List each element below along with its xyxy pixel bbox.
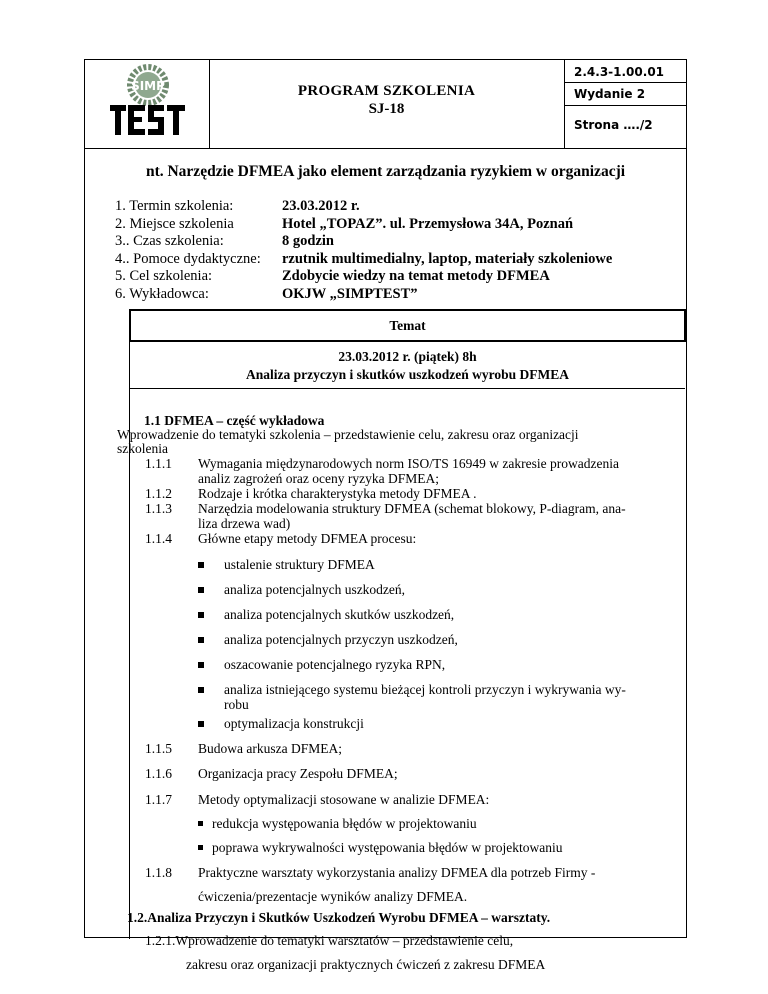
- info-value: 8 godzin: [282, 233, 334, 249]
- item-text: Metody optymalizacji stosowane w analizie DFMEA:: [198, 792, 490, 807]
- info-value: 23.03.2012 r.: [282, 198, 360, 214]
- step-item: oszacowanie potencjalnego ryzyka RPN,: [224, 657, 446, 672]
- info-row: [115, 286, 612, 304]
- item-number: 1.1.2: [145, 486, 172, 501]
- item-text: Budowa arkusza DFMEA;: [198, 741, 342, 756]
- training-info-list: [115, 198, 612, 303]
- info-label: 5. Cel szkolenia:: [115, 268, 213, 284]
- item-text: Narzędzia modelowania struktury DFMEA (schemat blokowy, P-diagram, ana-: [198, 501, 626, 516]
- item-text: 1.2.1.Wprowadzenie do tematyki warsztatów – przedstawienie celu,: [145, 933, 514, 948]
- bullet-icon: [198, 637, 204, 643]
- document-number: 2.4.3-1.00.01: [564, 60, 686, 83]
- item-number: 1.1.8: [145, 865, 172, 880]
- info-value: rzutnik multimedialny, laptop, materiały szkoleniowe: [282, 250, 613, 267]
- info-row: [115, 216, 612, 234]
- logo-cell: [85, 60, 210, 148]
- edition-label: Wydanie 2: [564, 83, 686, 106]
- info-value: Hotel „TOPAZ”. ul. Przemysłowa 34A, Poznań: [282, 215, 574, 232]
- info-label: 4.. Pomoce dydaktyczne:: [115, 250, 261, 267]
- svg-text:SIMP: SIMP: [131, 79, 165, 93]
- section-heading: 1.2.Analiza Przyczyn i Skutków Uszkodzeń Wyrobu DFMEA – warsztaty.: [127, 910, 551, 925]
- item-number: 1.1.6: [145, 766, 172, 781]
- step-item: optymalizacja konstrukcji: [224, 716, 364, 731]
- step-item: ustalenie struktury DFMEA: [224, 557, 375, 572]
- item-text-cont: liza drzewa wad): [198, 516, 291, 531]
- item-text: Organizacja pracy Zespołu DFMEA;: [198, 766, 398, 781]
- topic-table: [117, 309, 686, 972]
- document-page: [84, 59, 687, 972]
- meta-cell: [564, 60, 686, 148]
- document-header: [85, 60, 686, 149]
- info-value: Zdobycie wiedzy na temat metody DFMEA: [282, 268, 550, 284]
- training-subject: nt. Narzędzie DFMEA jako element zarządzania ryzykiem w organizacji: [145, 163, 626, 180]
- bullet-icon: [198, 821, 203, 826]
- info-row: [115, 233, 612, 251]
- item-number: 1.1.5: [145, 741, 172, 756]
- item-text: Praktyczne warsztaty wykorzystania analizy DFMEA dla potrzeb Firmy -: [198, 865, 596, 880]
- info-label: 3.. Czas szkolenia:: [115, 233, 224, 249]
- title-cell: [209, 60, 565, 148]
- item-text: Wymagania międzynarodowych norm ISO/TS 16949 w zakresie prowadzenia: [198, 456, 619, 471]
- info-row: [115, 251, 612, 269]
- optimization-item: poprawa wykrywalności występowania błędów w projektowaniu: [212, 840, 563, 855]
- step-item: analiza istniejącego systemu bieżącej kontroli przyczyn i wykrywania wy-: [224, 682, 626, 697]
- item-text-cont: analiz zagrożeń oraz oceny ryzyka DFMEA;: [198, 471, 440, 486]
- bullet-icon: [198, 662, 204, 668]
- info-value: OKJW „SIMPTEST”: [282, 285, 418, 302]
- section-intro: Wprowadzenie do tematyki szkolenia – przedstawienie celu, zakresu oraz organizacji: [117, 427, 579, 442]
- info-row: [115, 268, 612, 286]
- info-label: 6. Wykładowca:: [115, 285, 209, 302]
- bullet-icon: [198, 612, 204, 618]
- section-intro-cont: szkolenia: [117, 441, 168, 456]
- topic-header: Temat: [129, 309, 686, 342]
- session-date: 23.03.2012 r. (piątek) 8h: [338, 349, 477, 364]
- info-label: 1. Termin szkolenia:: [115, 198, 234, 214]
- step-item: analiza potencjalnych uszkodzeń,: [224, 582, 406, 597]
- simp-test-logo: [107, 64, 189, 144]
- item-text-cont: ćwiczenia/prezentacje wyników analizy DFMEA.: [198, 889, 468, 904]
- bullet-icon: [198, 721, 204, 727]
- info-label: 2. Miejsce szkolenia: [115, 215, 234, 232]
- info-row: [115, 198, 612, 216]
- step-item: analiza potencjalnych przyczyn uszkodzeń,: [224, 632, 458, 647]
- optimization-item: redukcja występowania błędów w projektowaniu: [212, 816, 477, 831]
- topic-session: [129, 342, 685, 389]
- page-label: Strona …./2: [574, 118, 653, 132]
- item-text: Rodzaje i krótka charakterystyka metody DFMEA .: [198, 486, 477, 501]
- step-item-cont: robu: [224, 697, 249, 712]
- bullet-icon: [198, 587, 204, 593]
- bullet-icon: [198, 562, 204, 568]
- session-title: Analiza przyczyn i skutków uszkodzeń wyrobu DFMEA: [245, 367, 570, 382]
- item-number: 1.1.3: [145, 501, 172, 516]
- item-text: Główne etapy metody DFMEA procesu:: [198, 531, 417, 546]
- item-number: 1.1.7: [145, 792, 172, 807]
- bullet-icon: [198, 687, 204, 693]
- bullet-icon: [198, 845, 203, 850]
- item-number: 1.1.1: [145, 456, 172, 471]
- section-heading: 1.1 DFMEA – część wykładowa: [144, 413, 325, 428]
- item-number: 1.1.4: [145, 531, 172, 546]
- program-code: SJ-18: [368, 101, 405, 117]
- item-text-cont: zakresu oraz organizacji praktycznych ćwiczeń z zakresu DFMEA: [186, 957, 546, 972]
- topic-content: [117, 389, 685, 972]
- program-title: PROGRAM SZKOLENIA: [297, 83, 476, 99]
- step-item: analiza potencjalnych skutków uszkodzeń,: [224, 607, 455, 622]
